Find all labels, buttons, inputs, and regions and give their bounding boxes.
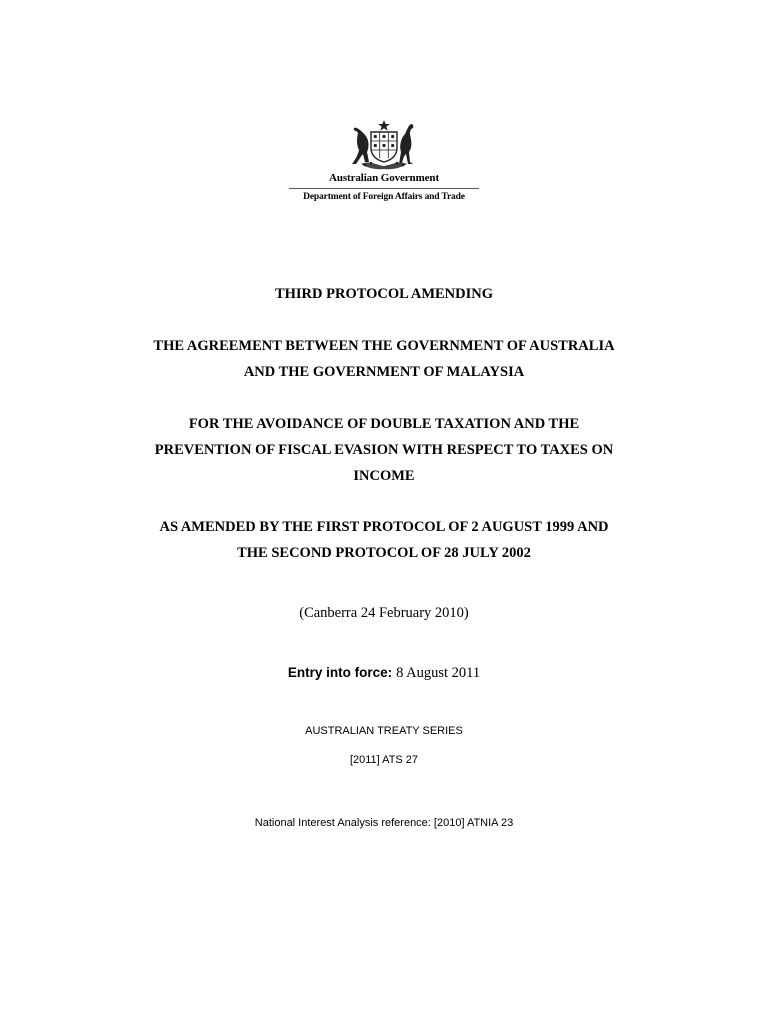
title-line-1: THIRD PROTOCOL AMENDING xyxy=(274,286,494,302)
entry-into-force xyxy=(0,664,768,682)
nia-reference: National Interest Analysis reference: [2010] ATNIA 23 xyxy=(254,817,514,829)
coat-of-arms-icon xyxy=(347,118,421,172)
department-name: Department of Foreign Affairs and Trade xyxy=(303,192,465,202)
purpose-line-1: FOR THE AVOIDANCE OF DOUBLE TAXATION AND THE xyxy=(188,416,580,432)
amended-line-2: THE SECOND PROTOCOL OF 28 JULY 2002 xyxy=(237,545,531,561)
entry-into-force-label: Entry into force: xyxy=(287,665,393,680)
entry-into-force-value: 8 August 2011 xyxy=(396,665,481,681)
treaty-series-name: AUSTRALIAN TREATY SERIES xyxy=(305,725,463,737)
agreement-line-2: AND THE GOVERNMENT OF MALAYSIA xyxy=(243,364,525,380)
place-date: (Canberra 24 February 2010) xyxy=(299,605,469,621)
purpose-line-3: INCOME xyxy=(353,468,415,484)
agreement-line-1: THE AGREEMENT BETWEEN THE GOVERNMENT OF AUSTRALIA xyxy=(153,338,615,354)
logo-divider xyxy=(289,188,479,189)
treaty-series-citation: [2011] ATS 27 xyxy=(349,754,419,766)
amended-line-1: AS AMENDED BY THE FIRST PROTOCOL OF 2 AUGUST 1999 AND xyxy=(159,519,609,535)
government-logo xyxy=(287,118,481,208)
purpose-line-2: PREVENTION OF FISCAL EVASION WITH RESPECT TO TAXES ON xyxy=(154,442,614,458)
government-name: Australian Government xyxy=(328,172,440,184)
